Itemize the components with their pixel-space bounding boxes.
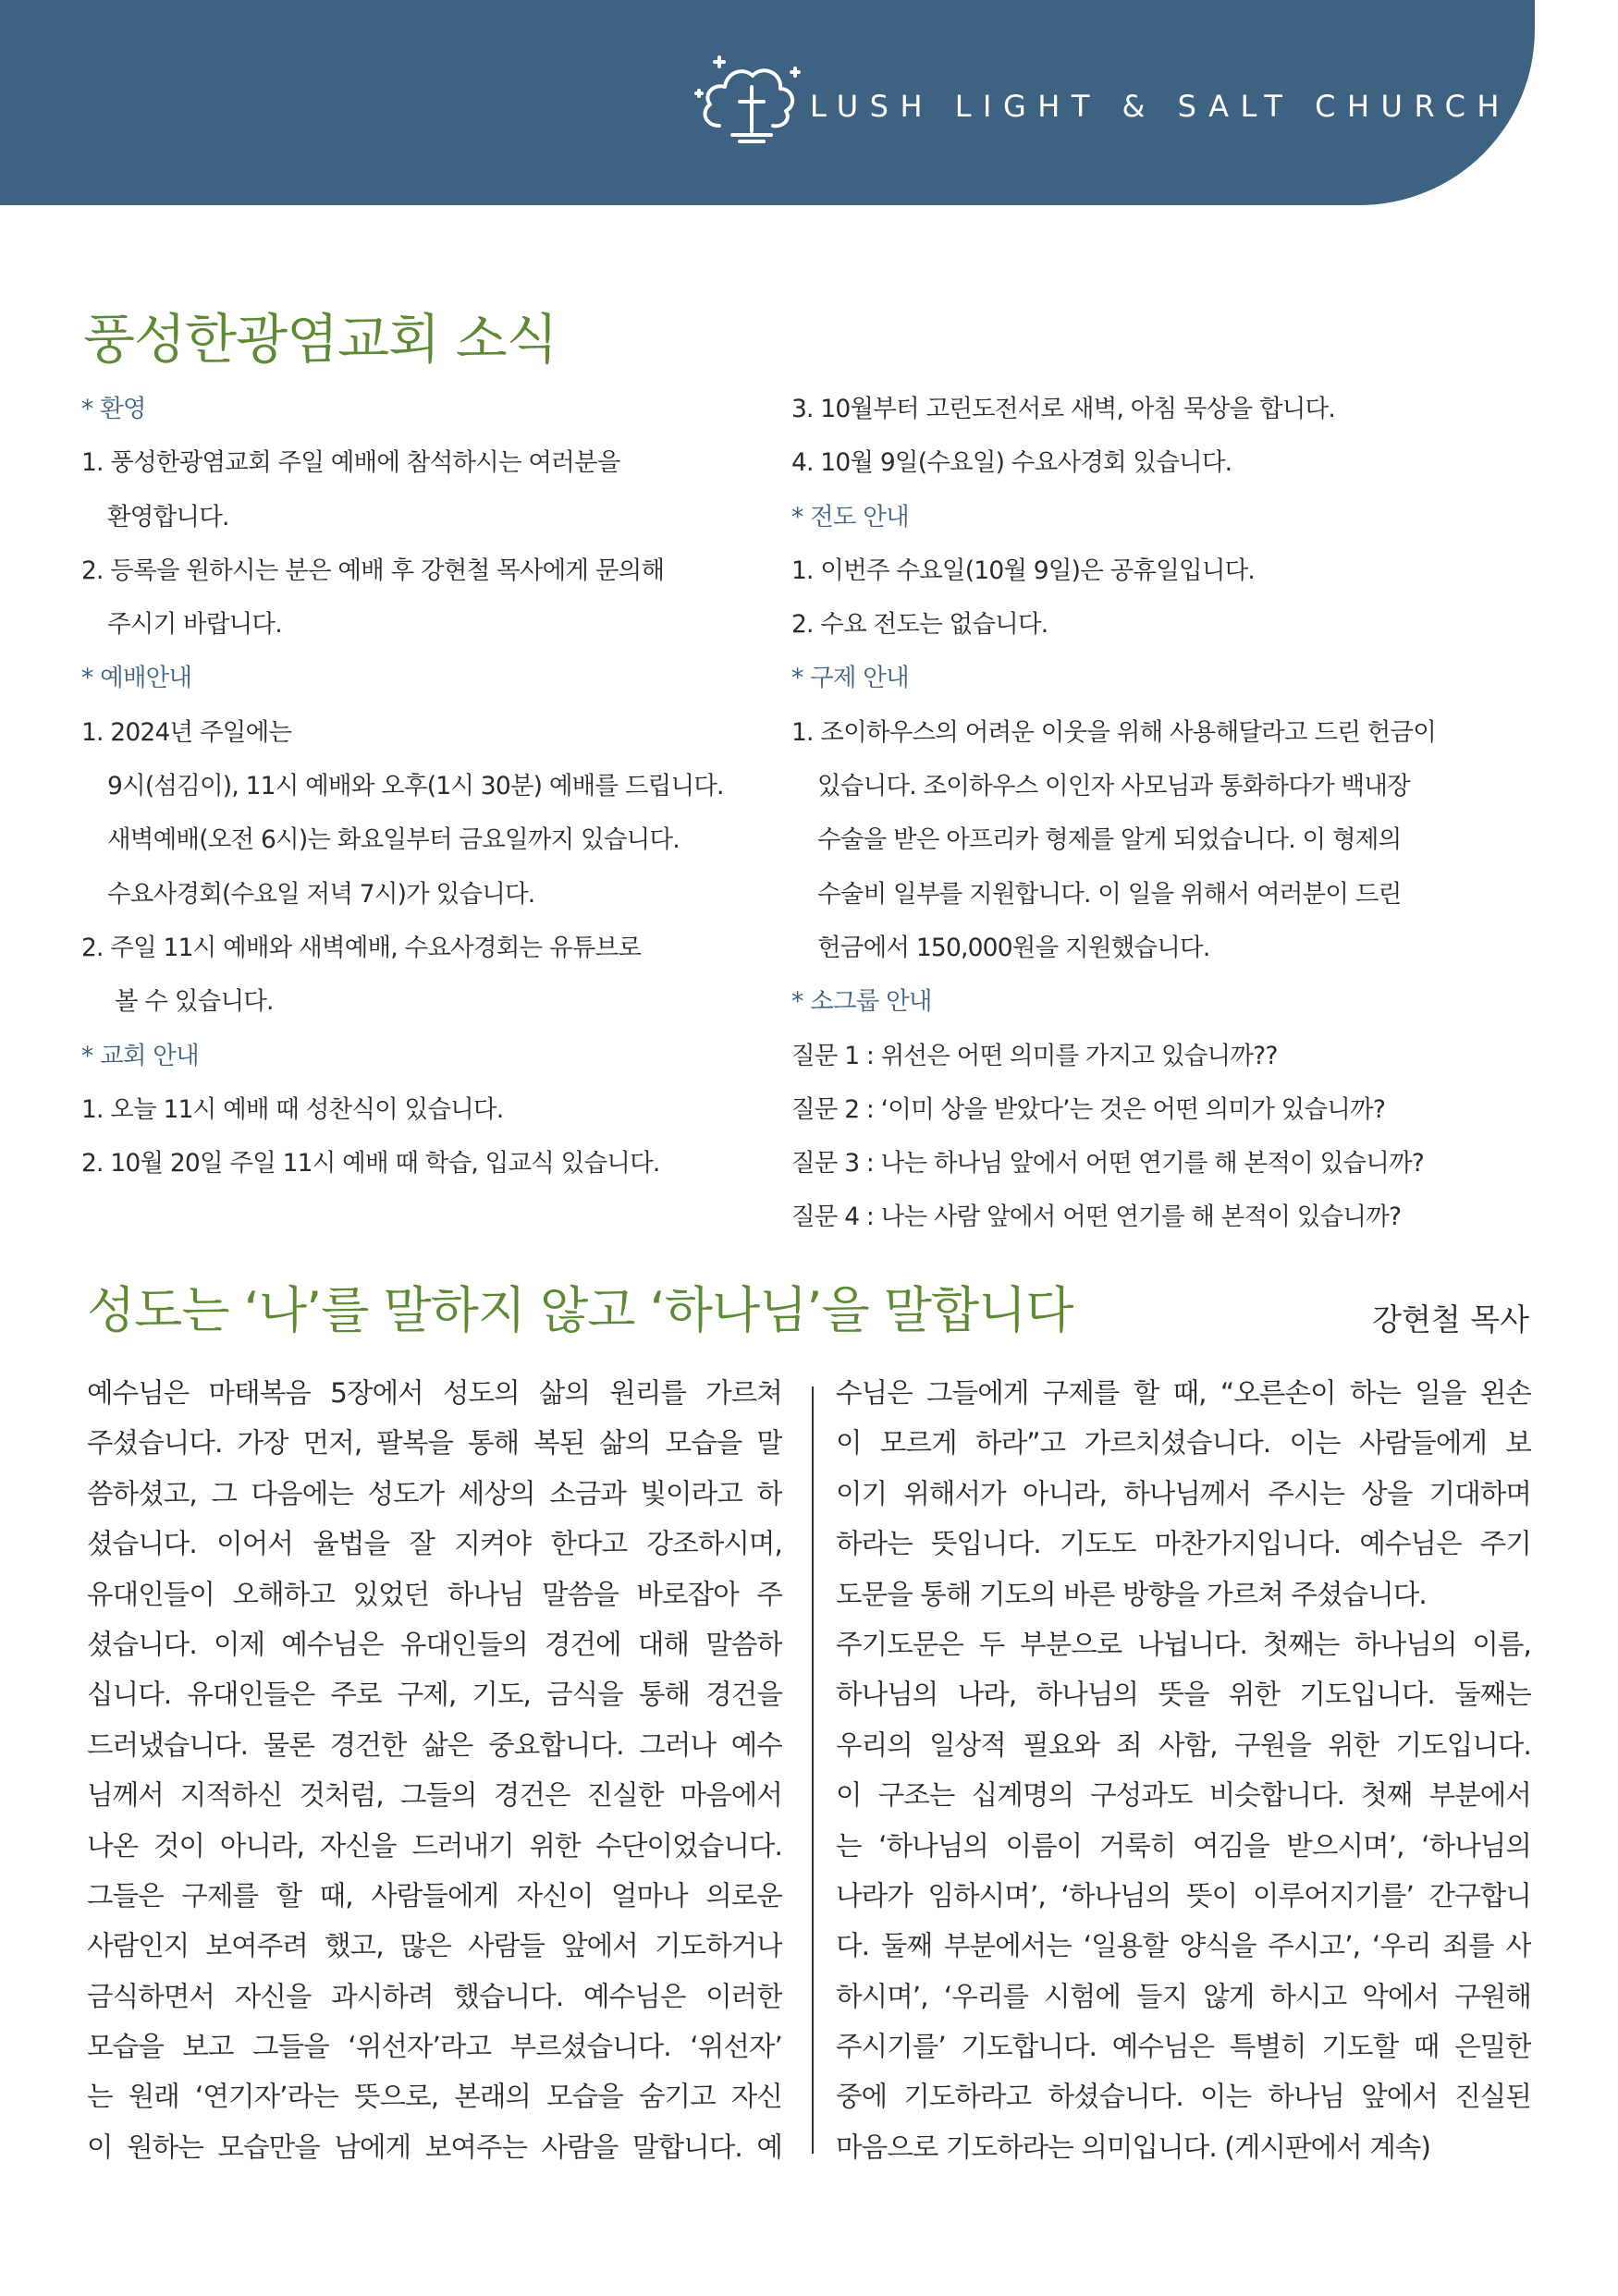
article-line: 셨습니다. 이어서 율법을 잘 지켜야 한다고 강조하시며, bbox=[87, 1528, 782, 1560]
column-divider bbox=[812, 1386, 814, 2154]
article-right-column bbox=[836, 1368, 1531, 2172]
section-heading-smallgroup: * 소그룹 안내 bbox=[791, 987, 932, 1017]
news-line: 2. 수요 전도는 없습니다. bbox=[791, 610, 1048, 640]
news-line: 주시기 바랍니다. bbox=[107, 610, 282, 640]
article-line: 하시며’, ‘우리를 시험에 들지 않게 하시고 악에서 구원해 bbox=[836, 1980, 1531, 2012]
news-line: 2. 주일 11시 예배와 새벽예배, 수요사경회는 유튜브로 bbox=[81, 933, 642, 962]
article-line: 주기도문은 두 부분으로 나뉩니다. 첫째는 하나님의 이름, bbox=[836, 1628, 1531, 1660]
news-line: 환영합니다. bbox=[107, 502, 229, 531]
article-author: 강현철 목사 bbox=[1372, 1301, 1529, 1337]
section-heading-evangelism: * 전도 안내 bbox=[791, 502, 909, 531]
news-line: 2. 10월 20일 주일 11시 예배 때 학습, 입교식 있습니다. bbox=[81, 1149, 660, 1179]
news-line: 1. 2024년 주일에는 bbox=[81, 717, 292, 747]
article-line: 나라가 임하시며’, ‘하나님의 뜻이 이루어지기를’ 간구합니 bbox=[836, 1879, 1531, 1911]
article-line: 모습을 보고 그들을 ‘위선자’라고 부르셨습니다. ‘위선자’ bbox=[87, 2031, 782, 2063]
news-line: 1. 조이하우스의 어려운 이웃을 위해 사용해달라고 드린 헌금이 bbox=[791, 717, 1437, 747]
news-line: 9시(섬김이), 11시 예배와 오후(1시 30분) 예배를 드립니다. bbox=[107, 772, 724, 801]
article-line: 수님은 그들에게 구제를 할 때, “오른손이 하는 일을 왼손 bbox=[836, 1377, 1531, 1409]
article-line: 다. 둘째 부분에서는 ‘일용할 양식을 주시고’, ‘우리 죄를 사 bbox=[836, 1930, 1531, 1962]
article-line: 마음으로 기도하라는 의미입니다. (게시판에서 계속) bbox=[836, 2131, 1431, 2163]
news-line: 헌금에서 150,000원을 지원했습니다. bbox=[817, 933, 1210, 962]
news-left-column bbox=[81, 383, 784, 1191]
question-line: 질문 3 : 나는 하나님 앞에서 어떤 연기를 해 본적이 있습니까? bbox=[791, 1149, 1425, 1179]
cloud-cross-icon bbox=[692, 46, 804, 144]
article-line: 도문을 통해 기도의 바른 방향을 가르쳐 주셨습니다. bbox=[836, 1578, 1427, 1610]
article-line: 이기 위해서가 아니라, 하나님께서 주시는 상을 기대하며 bbox=[836, 1477, 1531, 1509]
article-line: 셨습니다. 이제 예수님은 유대인들의 경건에 대해 말씀하 bbox=[87, 1628, 782, 1660]
article-line: 나온 것이 아니라, 자신을 드러내기 위한 수단이었습니다. bbox=[87, 1829, 782, 1862]
article-line: 십니다. 유대인들은 주로 구제, 기도, 금식을 통해 경건을 bbox=[87, 1679, 782, 1711]
news-line: 4. 10월 9일(수요일) 수요사경회 있습니다. bbox=[791, 448, 1232, 478]
article-line: 금식하면서 자신을 과시하려 했습니다. 예수님은 이러한 bbox=[87, 1980, 782, 2012]
article-line: 주셨습니다. 가장 먼저, 팔복을 통해 복된 삶의 모습을 말 bbox=[87, 1427, 782, 1459]
news-right-column bbox=[791, 383, 1531, 1245]
news-line: 1. 풍성한광염교회 주일 예배에 참석하시는 여러분을 bbox=[81, 448, 620, 478]
article-line: 드러냈습니다. 물론 경건한 삶은 중요합니다. 그러나 예수 bbox=[87, 1728, 782, 1761]
news-title: 풍성한광염교회 소식 bbox=[83, 308, 558, 371]
news-line: 3. 10월부터 고린도전서로 새벽, 아침 묵상을 합니다. bbox=[791, 395, 1335, 423]
article-line: 우리의 일상적 필요와 죄 사함, 구원을 위한 기도입니다. bbox=[836, 1728, 1531, 1761]
article-line: 는 ‘하나님의 이름이 거룩히 여김을 받으시며’, ‘하나님의 bbox=[836, 1829, 1531, 1862]
article-line: 중에 기도하라고 하셨습니다. 이는 하나님 앞에서 진실된 bbox=[836, 2081, 1531, 2113]
news-line: 볼 수 있습니다. bbox=[115, 987, 274, 1017]
article-line: 씀하셨고, 그 다음에는 성도가 세상의 소금과 빛이라고 하 bbox=[87, 1477, 782, 1509]
article-left-column bbox=[87, 1368, 782, 2172]
news-line: 2. 등록을 원하시는 분은 예배 후 강현철 목사에게 문의해 bbox=[81, 556, 665, 585]
header-band bbox=[0, 0, 1535, 205]
section-heading-church: * 교회 안내 bbox=[81, 1041, 199, 1070]
article-line: 유대인들이 오해하고 있었던 하나님 말씀을 바로잡아 주 bbox=[87, 1578, 782, 1610]
article-line: 이 원하는 모습만을 남에게 보여주는 사람을 말합니다. 예 bbox=[87, 2131, 782, 2163]
news-line: 수요사경회(수요일 저녁 7시)가 있습니다. bbox=[107, 879, 535, 909]
article-line: 주시기를’ 기도합니다. 예수님은 특별히 기도할 때 은밀한 bbox=[836, 2031, 1531, 2063]
article-line: 그들은 구제를 할 때, 사람들에게 자신이 얼마나 의로운 bbox=[87, 1879, 782, 1911]
article-line: 님께서 지적하신 것처럼, 그들의 경건은 진실한 마음에서 bbox=[87, 1779, 782, 1812]
article-line: 예수님은 마태복음 5장에서 성도의 삶의 원리를 가르쳐 bbox=[87, 1377, 782, 1409]
news-line: 수술비 일부를 지원합니다. 이 일을 위해서 여러분이 드린 bbox=[817, 879, 1402, 909]
article-line: 이 구조는 십계명의 구성과도 비슷합니다. 첫째 부분에서 bbox=[836, 1779, 1531, 1812]
article-line: 는 원래 ‘연기자’라는 뜻으로, 본래의 모습을 숨기고 자신 bbox=[87, 2081, 782, 2113]
news-line: 1. 이번주 수요일(10월 9일)은 공휴일입니다. bbox=[791, 556, 1256, 585]
article-line: 사람인지 보여주려 했고, 많은 사람들 앞에서 기도하거나 bbox=[87, 1930, 782, 1962]
section-heading-relief: * 구제 안내 bbox=[791, 664, 909, 693]
news-line: 있습니다. 조이하우스 이인자 사모님과 통화하다가 백내장 bbox=[817, 772, 1410, 801]
news-line: 수술을 받은 아프리카 형제를 알게 되었습니다. 이 형제의 bbox=[817, 825, 1402, 855]
section-heading-worship: * 예배안내 bbox=[81, 664, 192, 693]
article-line: 이 모르게 하라”고 가르치셨습니다. 이는 사람들에게 보 bbox=[836, 1427, 1531, 1459]
article-line: 하라는 뜻입니다. 기도도 마찬가지입니다. 예수님은 주기 bbox=[836, 1528, 1531, 1560]
question-line: 질문 2 : ‘이미 상을 받았다’는 것은 어떤 의미가 있습니까? bbox=[791, 1094, 1386, 1124]
church-name: LUSH LIGHT & SALT CHURCH bbox=[810, 89, 1511, 124]
article-title: 성도는 ‘나’를 말하지 않고 ‘하나님’을 말합니다 bbox=[87, 1281, 1073, 1339]
question-line: 질문 1 : 위선은 어떤 의미를 가지고 있습니까?? bbox=[791, 1041, 1278, 1070]
news-line: 새벽예배(오전 6시)는 화요일부터 금요일까지 있습니다. bbox=[107, 825, 680, 855]
news-line: 1. 오늘 11시 예배 때 성찬식이 있습니다. bbox=[81, 1094, 504, 1124]
article-line: 하나님의 나라, 하나님의 뜻을 위한 기도입니다. 둘째는 bbox=[836, 1679, 1531, 1711]
question-line: 질문 4 : 나는 사람 앞에서 어떤 연기를 해 본적이 있습니까? bbox=[791, 1203, 1402, 1232]
section-heading-welcome: * 환영 bbox=[81, 395, 146, 423]
